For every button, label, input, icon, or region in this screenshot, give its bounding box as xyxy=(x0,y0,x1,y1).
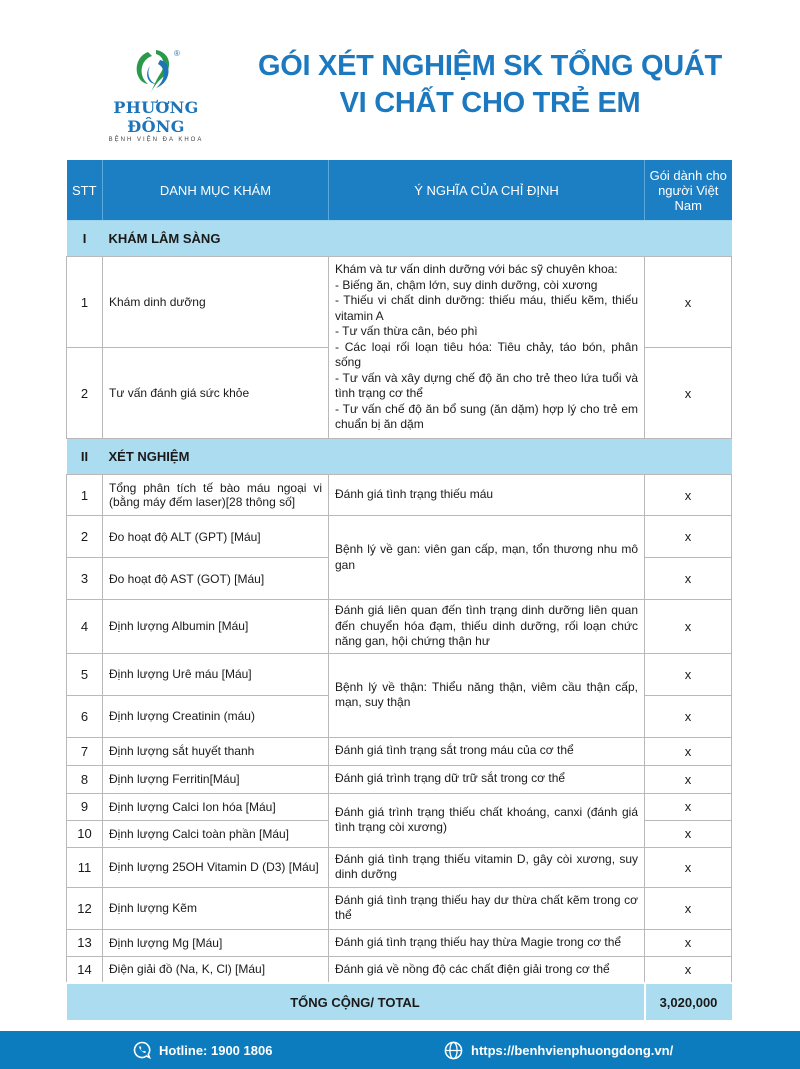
table-row xyxy=(67,600,732,654)
row-mark: x xyxy=(645,600,732,654)
table-row xyxy=(67,847,732,887)
row-mark: x xyxy=(645,516,732,558)
row-name: Tư vấn đánh giá sức khỏe xyxy=(103,348,329,439)
row-mark: x xyxy=(645,475,732,516)
section-number: II xyxy=(67,439,103,475)
logo-mark-icon xyxy=(126,46,186,96)
row-name: Định lượng Ferritin[Máu] xyxy=(103,765,329,793)
row-meaning: Đánh giá liên quan đến tình trạng dinh dưỡng liên quan đến chuyển hóa đạm, thiếu dinh dưỡng, rối loạn chức năng gan, hội chứng thận hư xyxy=(329,600,645,654)
section-row xyxy=(67,439,732,475)
row-name: Định lượng sắt huyết thanh xyxy=(103,737,329,765)
row-mark: x xyxy=(645,765,732,793)
row-meaning: Đánh giá về nồng độ các chất điện giải trong cơ thể xyxy=(329,956,645,983)
row-meaning: Đánh giá trình trạng thiếu chất khoáng, canxi (đánh giá tình trạng còi xương) xyxy=(329,793,645,847)
row-stt: 7 xyxy=(67,737,103,765)
meaning-line: - Tư vấn và xây dựng chế độ ăn cho trẻ theo lứa tuổi và tình trạng cơ thể xyxy=(335,370,638,401)
row-name: Điện giải đồ (Na, K, Cl) [Máu] xyxy=(103,956,329,983)
hospital-logo xyxy=(86,46,226,143)
row-meaning: Đánh giá tình trạng thiếu máu xyxy=(329,475,645,516)
row-meaning: Đánh giá tình trạng thiếu hay thừa Magie trong cơ thể xyxy=(329,929,645,956)
row-stt: 8 xyxy=(67,765,103,793)
row-stt: 1 xyxy=(67,475,103,516)
table-row xyxy=(67,956,732,983)
row-stt: 13 xyxy=(67,929,103,956)
row-mark: x xyxy=(645,257,732,348)
title-line-1: GÓI XÉT NGHIỆM SK TỔNG QUÁT xyxy=(258,50,722,82)
table-row xyxy=(67,653,732,695)
meaning-line: - Biếng ăn, chậm lớn, suy dinh dưỡng, còi xương xyxy=(335,277,598,292)
row-mark: x xyxy=(645,793,732,820)
table-row xyxy=(67,475,732,516)
row-meaning xyxy=(329,257,645,439)
row-name: Định lượng Creatinin (máu) xyxy=(103,695,329,737)
total-value: 3,020,000 xyxy=(645,983,732,1020)
row-mark: x xyxy=(645,695,732,737)
row-mark: x xyxy=(645,847,732,887)
row-stt: 5 xyxy=(67,653,103,695)
section-row xyxy=(67,221,732,257)
website-text: https://benhvienphuongdong.vn/ xyxy=(471,1043,674,1058)
row-name: Định lượng Mg [Máu] xyxy=(103,929,329,956)
row-name: Định lượng Urê máu [Máu] xyxy=(103,653,329,695)
row-mark: x xyxy=(645,737,732,765)
row-stt: 4 xyxy=(67,600,103,654)
row-meaning: Đánh giá trình trạng dữ trữ sắt trong cơ thể xyxy=(329,765,645,793)
row-name: Định lượng 25OH Vitamin D (D3) [Máu] xyxy=(103,847,329,887)
package-table xyxy=(66,160,732,1020)
meaning-line: - Tư vấn thừa cân, béo phì xyxy=(335,324,478,339)
table-row xyxy=(67,765,732,793)
row-stt: 2 xyxy=(67,348,103,439)
row-stt: 10 xyxy=(67,820,103,847)
footer-bar xyxy=(0,1031,800,1069)
header-meaning: Ý NGHĨA CỦA CHỈ ĐỊNH xyxy=(329,160,645,221)
row-name: Định lượng Albumin [Máu] xyxy=(103,600,329,654)
header-stt: STT xyxy=(67,160,103,221)
brand-subtitle: BỆNH VIỆN ĐA KHOA xyxy=(108,137,204,143)
meaning-line: - Tư vấn chế độ ăn bổ sung (ăn dặm) hợp lý cho trẻ em chuẩn bị ăn dặm xyxy=(335,401,638,432)
title-line-2: VI CHẤT CHO TRẺ EM xyxy=(339,87,641,119)
row-stt: 9 xyxy=(67,793,103,820)
registered-mark: ® xyxy=(174,49,180,58)
table-row xyxy=(67,887,732,929)
row-name: Khám dinh dưỡng xyxy=(103,257,329,348)
row-stt: 12 xyxy=(67,887,103,929)
section-label: KHÁM LÂM SÀNG xyxy=(103,221,732,257)
row-meaning: Bệnh lý về gan: viên gan cấp, mạn, tổn thương nhu mô gan xyxy=(329,516,645,600)
table-row xyxy=(67,257,732,348)
header-category: DANH MỤC KHÁM xyxy=(103,160,329,221)
row-meaning: Đánh giá tình trạng thiếu hay dư thừa chất kẽm trong cơ thể xyxy=(329,887,645,929)
table-row xyxy=(67,929,732,956)
meaning-line: - Thiếu vi chất dinh dưỡng: thiếu máu, thiếu kẽm, thiếu vitamin A xyxy=(335,293,638,323)
row-meaning: Đánh giá tình trạng thiếu vitamin D, gây còi xương, suy dinh dưỡng xyxy=(329,847,645,887)
header-package: Gói dành cho người Việt Nam xyxy=(645,160,732,221)
total-row xyxy=(67,983,732,1020)
website-link[interactable] xyxy=(444,1041,673,1060)
row-meaning: Bệnh lý về thận: Thiểu năng thận, viêm cầu thận cấp, mạn, suy thận xyxy=(329,653,645,737)
table-row xyxy=(67,737,732,765)
section-label: XÉT NGHIỆM xyxy=(103,439,732,475)
row-mark: x xyxy=(645,653,732,695)
meaning-line: Khám và tư vấn dinh dưỡng với bác sỹ chuyên khoa: xyxy=(335,262,618,277)
row-stt: 3 xyxy=(67,558,103,600)
phone-chat-icon xyxy=(133,1041,151,1059)
row-name: Định lượng Calci toàn phần [Máu] xyxy=(103,820,329,847)
hotline-text: Hotline: 1900 1806 xyxy=(159,1042,273,1058)
row-mark: x xyxy=(645,348,732,439)
row-stt: 1 xyxy=(67,257,103,348)
row-name: Định lượng Calci Ion hóa [Máu] xyxy=(103,793,329,820)
row-meaning: Đánh giá tình trạng sắt trong máu của cơ thể xyxy=(329,737,645,765)
row-mark: x xyxy=(645,820,732,847)
brand-name: PHƯƠNG ĐÔNG xyxy=(113,98,199,136)
row-name: Đo hoạt độ AST (GOT) [Máu] xyxy=(103,558,329,600)
row-name: Định lượng Kẽm xyxy=(103,887,329,929)
hotline-link[interactable] xyxy=(133,1041,272,1059)
row-stt: 11 xyxy=(67,847,103,887)
page-title xyxy=(240,48,740,122)
globe-icon xyxy=(444,1041,463,1060)
row-name: Đo hoạt độ ALT (GPT) [Máu] xyxy=(103,516,329,558)
row-mark: x xyxy=(645,887,732,929)
row-stt: 14 xyxy=(67,956,103,983)
row-mark: x xyxy=(645,956,732,983)
meaning-line: - Các loại rối loạn tiêu hóa: Tiêu chảy, táo bón, phân sống xyxy=(335,339,638,370)
table-row xyxy=(67,516,732,558)
table-row xyxy=(67,793,732,820)
row-name: Tổng phân tích tế bào máu ngoại vi (bằng máy đếm laser)[28 thông số] xyxy=(103,475,329,516)
table-header xyxy=(67,160,732,221)
row-mark: x xyxy=(645,929,732,956)
row-stt: 6 xyxy=(67,695,103,737)
row-stt: 2 xyxy=(67,516,103,558)
total-label: TỔNG CỘNG/ TOTAL xyxy=(67,983,645,1020)
section-number: I xyxy=(67,221,103,257)
row-mark: x xyxy=(645,558,732,600)
